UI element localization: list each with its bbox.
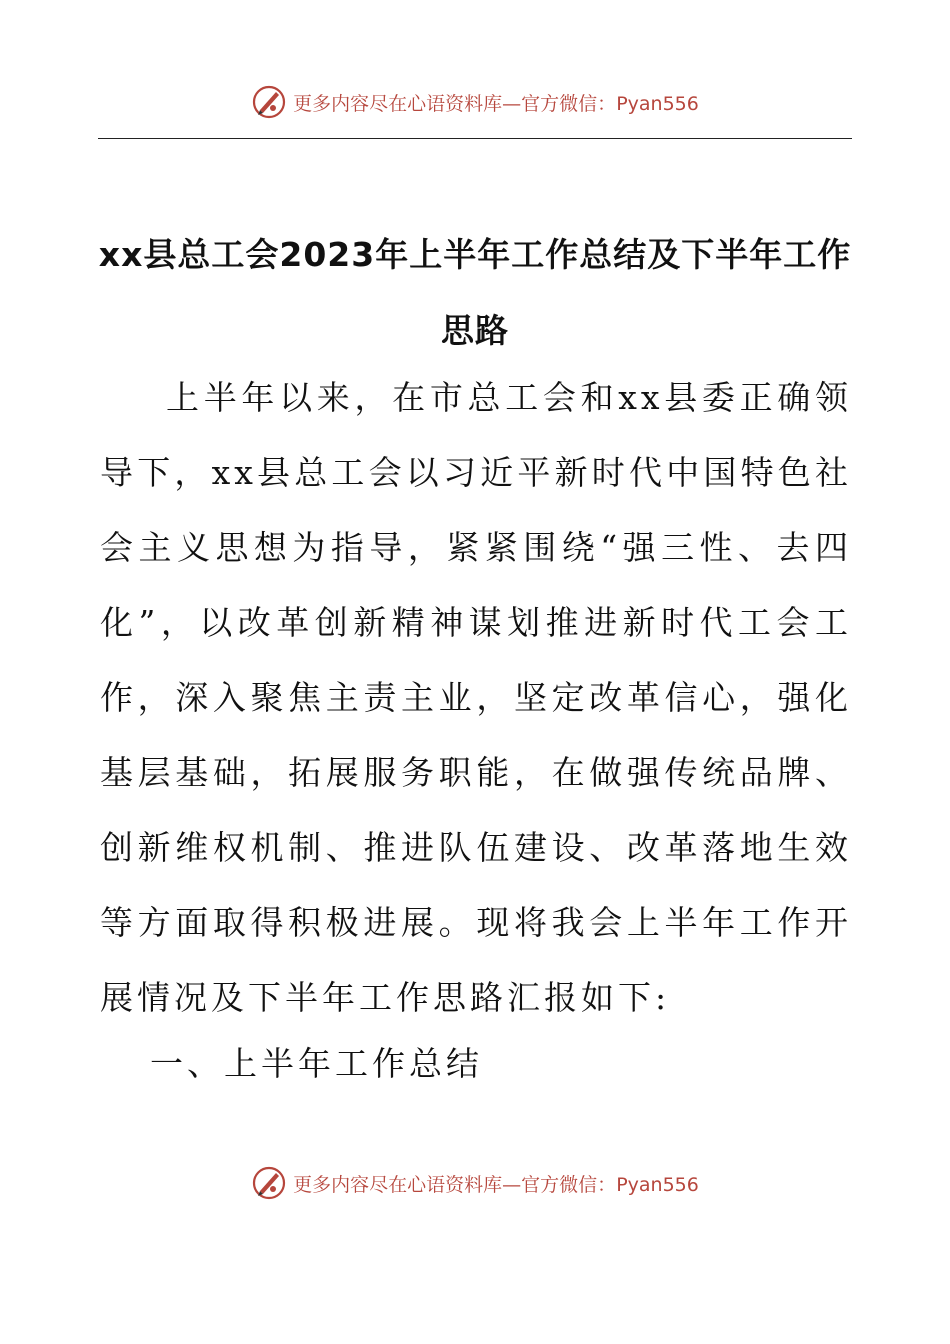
header-watermark — [0, 82, 950, 122]
intro-paragraph: 上半年以来，在市总工会和xx县委正确领导下，xx县总工会以习近平新时代中国特色社会主义思想为指导，紧紧围绕“强三性、去四化”，以改革创新精神谋划推进新时代工会工作，深入聚焦主责主业，坚定改革信心，强化基层基础，拓展服务职能，在做强传统品牌、创新维权机制、推进队伍建设、改革落地生效等方面取得积极进展。现将我会上半年工作开展情况及下半年工作思路汇报如下: — [100, 378, 852, 1017]
watermark-wechat-id: Pyan556 — [616, 92, 699, 115]
watermark-separator: —官方微信： — [502, 92, 617, 115]
section-heading: 一、上半年工作总结 — [150, 1044, 483, 1083]
document-title: xx县总工会2023年上半年工作总结及下半年工作思路 — [98, 235, 852, 351]
watermark-library-name: 更多内容尽在心语资料库 — [293, 92, 503, 115]
footer-watermark — [0, 1163, 950, 1203]
watermark-text — [293, 1170, 699, 1197]
pen-logo-icon — [251, 84, 287, 120]
watermark-text — [293, 89, 699, 116]
watermark-library-name: 更多内容尽在心语资料库 — [293, 1173, 503, 1196]
watermark-wechat-id: Pyan556 — [616, 1173, 699, 1196]
header-divider — [98, 138, 852, 139]
pen-logo-icon — [251, 1165, 287, 1201]
watermark-separator: —官方微信： — [502, 1173, 617, 1196]
